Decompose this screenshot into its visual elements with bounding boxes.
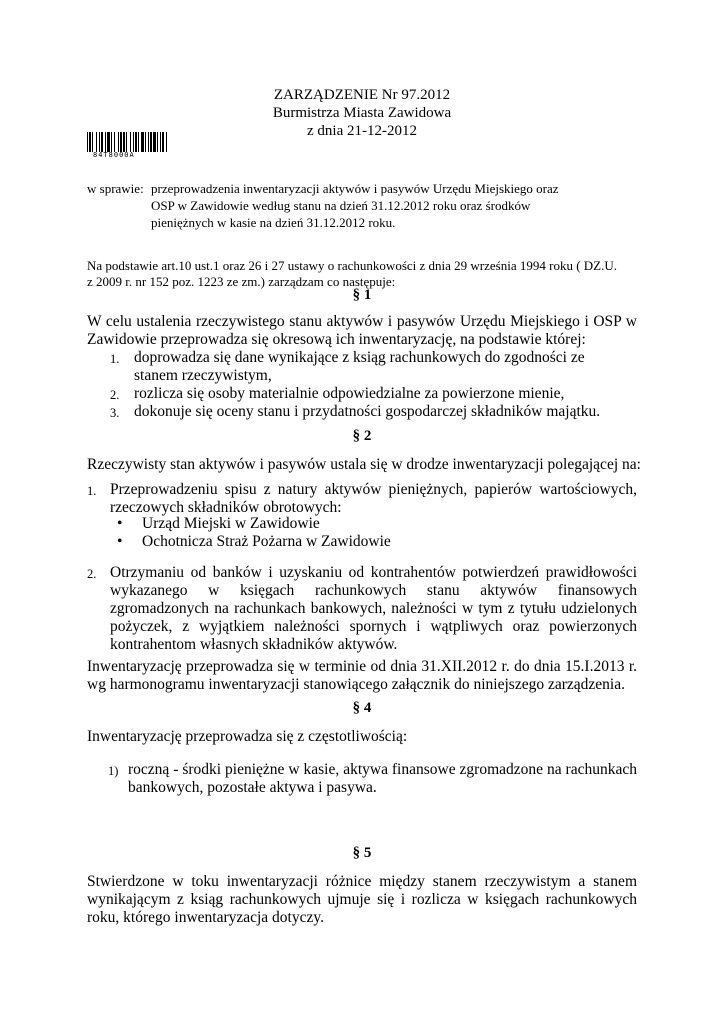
section-5-heading: § 5: [352, 845, 372, 861]
section-4-item: [108, 761, 637, 797]
section-2-item-1: [87, 481, 637, 517]
list-item-text: Otrzymaniu od banków i uzyskaniu od kontrahentów potwierdzeń prawidłowości wykazanego w księgach rachunkowych stanu aktywów finansowych zgromadzonych na rachunkach bankowych, należności w tym z tytułu udzielonych pożyczek, z wyjątkiem należności spornych i wątpliwych oraz powierzonych kontrahentom własnych składników aktywów.: [110, 564, 637, 653]
list-item-text: Przeprowadzeniu spisu z natury aktywów pieniężnych, papierów wartościowych, rzeczowych składników obrotowych:: [110, 481, 637, 516]
list-item-number: 1.: [110, 352, 120, 366]
list-item-number: 1): [108, 764, 119, 778]
bullet-item: [117, 533, 517, 551]
list-item: [110, 385, 630, 403]
list-item-number: 1.: [87, 484, 97, 498]
subject-line-1: przeprowadzenia inwentaryzacji aktywów i pasywów Urzędu Miejskiego oraz: [151, 181, 559, 196]
legal-basis-line-2: z 2009 r. nr 152 poz. 1223 ze zm.) zarządzam co następuje:: [87, 274, 396, 289]
document-title: ZARZĄDZENIE Nr 97.2012: [273, 87, 451, 103]
barcode-code: 84T8000A: [93, 151, 135, 159]
document-issuer: Burmistrza Miasta Zawidowa: [272, 105, 452, 121]
list-item: [87, 481, 637, 517]
subject-text: [151, 180, 621, 231]
bullet-item: [117, 515, 517, 533]
section-3-text: Inwentaryzację przeprowadza się w terminie od dnia 31.XII.2012 r. do dnia 15.I.2013 r. wg harmonogramu inwentaryzacji stanowiącego załącznik do niniejszego zarządzenia.: [87, 658, 637, 693]
list-item-text: doprowadza się dane wynikające z ksiąg rachunkowych do zgodności ze stanem rzeczywistym,: [134, 349, 585, 384]
subject-line-3: pieniężnych w kasie na dzień 31.12.2012 roku.: [151, 215, 396, 230]
section-1-list: [110, 349, 630, 421]
list-item: [110, 403, 630, 421]
legal-basis: [87, 258, 647, 290]
bullet-item-text: Ochotnicza Straż Pożarna w Zawidowie: [142, 533, 391, 550]
section-2-heading: § 2: [352, 428, 372, 444]
section-4-heading: § 4: [352, 700, 372, 716]
section-4-intro: Inwentaryzację przeprowadza się z częstotliwością:: [87, 728, 408, 745]
section-2-item-2: [87, 564, 637, 654]
list-item-text: dokonuje się oceny stanu i przydatności gospodarczej składników majątku.: [134, 403, 601, 420]
list-item-number: 2.: [87, 567, 97, 581]
section-5-text: Stwierdzone w toku inwentaryzacji różnice między stanem rzeczywistym a stanem wynikającym z ksiąg rachunkowych ujmuje się i rozlicza w księgach rachunkowych roku, którego inwentaryzacja dotyczy.: [87, 873, 637, 926]
barcode-image: [87, 132, 185, 152]
section-2-intro: Rzeczywisty stan aktywów i pasywów ustala się w drodze inwentaryzacji polegającej na:: [87, 456, 641, 473]
bullet-icon: •: [117, 515, 123, 532]
subject-line-2: OSP w Zawidowie według stanu na dzień 31.12.2012 roku oraz środków: [151, 198, 531, 213]
legal-basis-line-1: Na podstawie art.10 ust.1 oraz 26 i 27 ustawy o rachunkowości z dnia 29 września 1994 roku ( DZ.U.: [87, 258, 617, 273]
list-item-number: 2.: [110, 388, 120, 402]
bullet-icon: •: [117, 533, 123, 550]
list-item: [110, 349, 630, 385]
bullet-item-text: Urząd Miejski w Zawidowie: [142, 515, 320, 532]
section-1-intro: W celu ustalenia rzeczywistego stanu aktywów i pasywów Urzędu Miejskiego i OSP w Zawidowie przeprowadza się okresową ich inwentaryzację, na podstawie której:: [87, 313, 637, 348]
list-item-text: rozlicza się osoby materialnie odpowiedzialne za powierzone mienie,: [134, 385, 565, 402]
document-date: z dnia 21-12-2012: [307, 123, 417, 139]
section-1-heading: § 1: [352, 287, 372, 303]
subject-label: w sprawie:: [87, 181, 144, 196]
list-item-number: 3.: [110, 406, 120, 420]
list-item-text: roczną - środki pieniężne w kasie, aktywa finansowe zgromadzone na rachunkach bankowych, pozostałe aktywa i pasywa.: [128, 761, 637, 796]
list-item: [108, 761, 637, 797]
section-2-bullets: [117, 515, 517, 551]
list-item: [87, 564, 637, 654]
